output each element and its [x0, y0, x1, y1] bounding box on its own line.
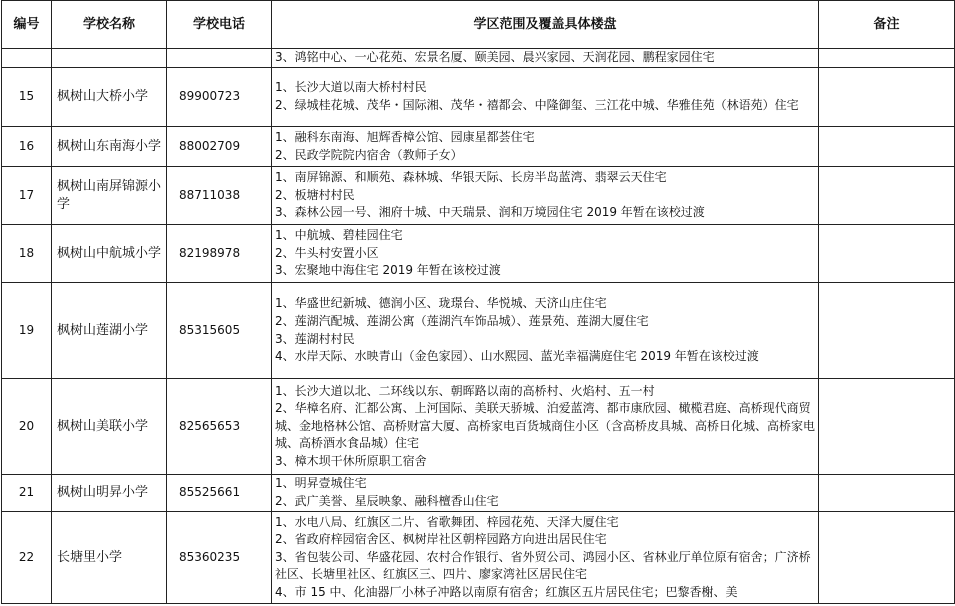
row-school-phone: 85315605 — [167, 283, 272, 379]
row-school-name: 枫树山明昇小学 — [52, 475, 167, 512]
scope-line: 2、华樟名府、汇都公寓、上河国际、美联天骄城、泊爱蓝湾、都市康欣园、橄榄君庭、高桥现代商贸城、金地格林公馆、高桥财富大厦、高桥家电百货城商住小区（含高桥皮具城、高桥日化城、高桥家电城、高桥酒水食品城）住宅 — [275, 401, 816, 451]
row-num: 17 — [2, 167, 52, 225]
row-note — [819, 68, 955, 127]
row-district-scope — [272, 283, 819, 379]
table-row — [2, 68, 955, 127]
scope-line: 3、宏聚地中海住宅 2019 年暂在该校过渡 — [275, 263, 501, 278]
row-school-name: 枫树山东南海小学 — [52, 127, 167, 167]
scope-line: 1、明昇壹城住宅 — [275, 476, 367, 491]
header-num: 编号 — [2, 1, 52, 49]
header-school-phone: 学校电话 — [167, 1, 272, 49]
row-district-scope — [272, 379, 819, 475]
row-note — [819, 167, 955, 225]
row-school-name: 枫树山中航城小学 — [52, 225, 167, 283]
scope-line: 3、森林公园一号、湘府十城、中天瑞景、润和万境园住宅 2019 年暂在该校过渡 — [275, 205, 705, 220]
scope-line: 2、省政府梓园宿舍区、枫树岸社区朝梓园路方向进出居民住宅 — [275, 532, 607, 547]
row-note — [819, 475, 955, 512]
row-school-name: 枫树山美联小学 — [52, 379, 167, 475]
row-school-phone: 89900723 — [167, 68, 272, 127]
row-note — [819, 127, 955, 167]
row-school-name: 枫树山南屏锦源小学 — [52, 167, 167, 225]
header-note: 备注 — [819, 1, 955, 49]
scope-line: 4、水岸天际、水映青山（金色家园）、山水熙园、蓝光幸福满庭住宅 2019 年暂在该校过渡 — [275, 349, 759, 364]
scope-line: 1、融科东南海、旭辉香樟公馆、园康星都荟住宅 — [275, 129, 535, 144]
header-school-name: 学校名称 — [52, 1, 167, 49]
scope-line: 1、南屏锦源、和顺苑、森林城、华银天际、长房半岛蓝湾、翡翠云天住宅 — [275, 170, 667, 185]
scope-line: 1、中航城、碧桂园住宅 — [275, 228, 403, 243]
scope-line: 2、牛头村安置小区 — [275, 245, 379, 260]
table-row — [2, 127, 955, 167]
header-district-scope: 学区范围及覆盖具体楼盘 — [272, 1, 819, 49]
table-body — [2, 49, 955, 604]
scope-line: 3、省包装公司、华盛花园、农村合作银行、省外贸公司、鸿园小区、省林业厅单位原有宿舍；广济桥社区、长塘里社区、红旗区三、四片、廖家湾社区居民住宅 — [275, 549, 811, 582]
row-district-scope — [272, 225, 819, 283]
row-district-scope — [272, 68, 819, 127]
row-district-scope — [272, 127, 819, 167]
scope-line: 2、莲湖汽配城、莲湖公寓（莲湖汽车饰品城）、莲景苑、莲湖大厦住宅 — [275, 313, 649, 328]
table-row — [2, 379, 955, 475]
row-note — [819, 49, 955, 68]
table-row — [2, 512, 955, 604]
row-school-phone: 85360235 — [167, 512, 272, 604]
scope-line: 4、市 15 中、化油器厂小林子冲路以南原有宿舍；红旗区五片居民住宅；巴黎香榭、美 — [275, 584, 738, 599]
scope-line: 1、长沙大道以南大桥村村民 — [275, 80, 427, 95]
row-school-name — [52, 49, 167, 68]
scope-line: 2、民政学院院内宿舍（教师子女） — [275, 147, 463, 162]
row-num — [2, 49, 52, 68]
row-school-name: 枫树山大桥小学 — [52, 68, 167, 127]
row-note — [819, 283, 955, 379]
row-num: 22 — [2, 512, 52, 604]
row-num: 16 — [2, 127, 52, 167]
scope-line: 2、武广美誉、星辰映象、融科檀香山住宅 — [275, 494, 499, 508]
row-school-phone: 82198978 — [167, 225, 272, 283]
row-num: 21 — [2, 475, 52, 512]
row-school-phone: 85525661 — [167, 475, 272, 512]
row-num: 15 — [2, 68, 52, 127]
header-row — [2, 1, 955, 49]
row-district-scope — [272, 49, 819, 68]
row-school-name: 枫树山莲湖小学 — [52, 283, 167, 379]
row-school-name: 长塘里小学 — [52, 512, 167, 604]
row-district-scope — [272, 512, 819, 604]
row-school-phone: 88711038 — [167, 167, 272, 225]
row-district-scope — [272, 475, 819, 512]
school-district-table — [1, 0, 955, 604]
row-num: 20 — [2, 379, 52, 475]
scope-line: 2、绿城桂花城、茂华・国际湘、茂华・禧都会、中隆御玺、三江花中城、华雅佳苑（林语苑）住宅 — [275, 98, 799, 112]
table-row — [2, 49, 955, 68]
scope-line: 2、板塘村村民 — [275, 187, 355, 202]
row-note — [819, 379, 955, 475]
scope-line: 1、长沙大道以北、二环线以东、朝晖路以南的高桥村、火焰村、五一村 — [275, 383, 655, 398]
row-num: 19 — [2, 283, 52, 379]
scope-line: 3、樟木坝干休所原职工宿舍 — [275, 453, 427, 468]
scope-line: 3、莲湖村村民 — [275, 331, 355, 346]
row-school-phone: 82565653 — [167, 379, 272, 475]
scope-line: 1、华盛世纪新城、德润小区、珑璟台、华悦城、天济山庄住宅 — [275, 296, 607, 311]
row-note — [819, 225, 955, 283]
table-row — [2, 225, 955, 283]
table-row — [2, 283, 955, 379]
scope-line: 3、鸿铭中心、一心花苑、宏景名厦、颐美园、晨兴家园、天润花园、鹏程家园住宅 — [275, 50, 715, 64]
row-num: 18 — [2, 225, 52, 283]
row-school-phone — [167, 49, 272, 68]
scope-line: 1、水电八局、红旗区二片、省歌舞团、梓园花苑、天泽大厦住宅 — [275, 514, 619, 529]
row-district-scope — [272, 167, 819, 225]
row-note — [819, 512, 955, 604]
table-row — [2, 167, 955, 225]
row-school-phone: 88002709 — [167, 127, 272, 167]
table-row — [2, 475, 955, 512]
